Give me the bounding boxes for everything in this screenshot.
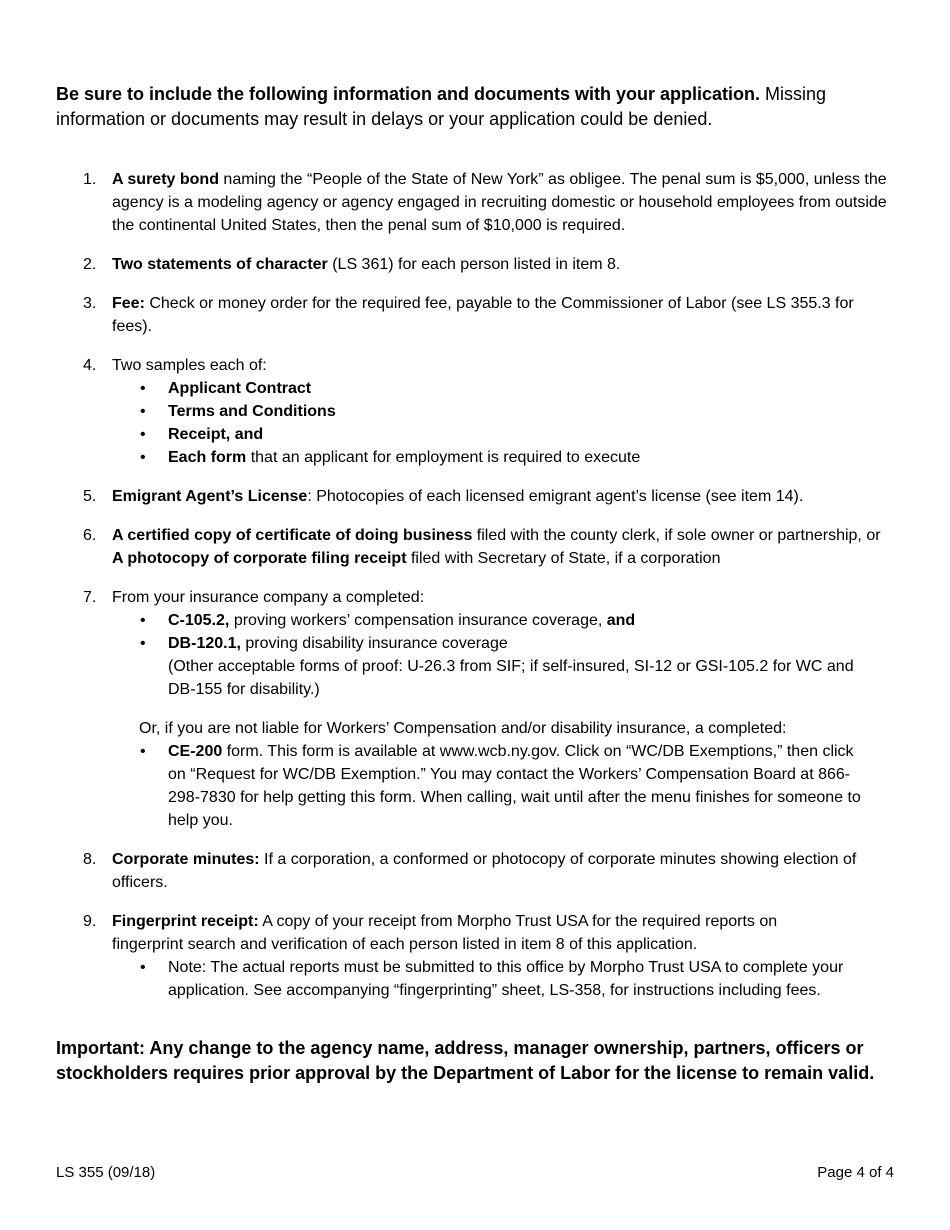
bullet-item xyxy=(112,423,898,446)
item-text: filed with Secretary of State, if a corporation xyxy=(406,550,721,567)
item-bold: CE-200 xyxy=(168,743,223,760)
list-item-6 xyxy=(0,524,898,570)
item-text: that an applicant for employment is required to execute xyxy=(246,449,641,466)
bullet-item xyxy=(112,609,872,632)
item-bold: DB-120.1, xyxy=(168,635,241,652)
item-text: Two samples each of: xyxy=(112,357,267,374)
form-id: LS 355 (09/18) xyxy=(56,1164,156,1181)
item-bold: Receipt, and xyxy=(168,426,264,443)
item-number: 6. xyxy=(83,527,97,544)
bullet-item xyxy=(112,446,898,469)
bullet-item xyxy=(112,632,872,701)
list-item-1 xyxy=(0,168,898,237)
list-item-3 xyxy=(0,292,898,338)
list-item-2 xyxy=(0,253,898,276)
item-bold: and xyxy=(606,612,636,629)
intro-rest: Missing information or documents may result in delays or your application could be denied. xyxy=(56,84,827,129)
item-text: filed with the county clerk, if sole owner or partnership, or xyxy=(472,527,881,544)
bullet-item xyxy=(112,740,872,832)
item-bold: Applicant Contract xyxy=(168,380,312,397)
intro-paragraph xyxy=(56,82,896,132)
item-text: If a corporation, a conformed or photocopy of corporate minutes showing election of officers. xyxy=(112,851,857,891)
item-text: (LS 361) for each person listed in item 8. xyxy=(327,256,621,273)
bullet-icon: • xyxy=(140,449,146,466)
item-text: naming the “People of the State of New York” as obligee. The penal sum is $5,000, unless the agency is a modeling agency or agency engaged in recruiting domestic or household employees from outside the continental United States, then the penal sum of $10,000 is required. xyxy=(112,171,887,234)
item-text: From your insurance company a completed: xyxy=(112,589,425,606)
bullet-list xyxy=(0,377,898,469)
item-bold: Each form xyxy=(168,449,247,466)
item-number: 5. xyxy=(83,488,97,505)
bullet-item xyxy=(112,400,898,423)
item-bold: C-105.2, xyxy=(168,612,230,629)
list-item-7 xyxy=(0,586,898,832)
item-number: 8. xyxy=(83,851,97,868)
item-text: proving workers’ compensation insurance coverage, xyxy=(229,612,607,629)
item-bold: Fee: xyxy=(112,295,145,312)
important-notice: Important: Any change to the agency name, address, manager ownership, partners, officers or stockholders requires prior approval by the Department of Labor for the license to remain valid. xyxy=(56,1038,875,1083)
bullet-icon: • xyxy=(140,959,146,976)
item-bold: Corporate minutes: xyxy=(112,851,260,868)
item-text: Check or money order for the required fee, payable to the Commissioner of Labor (see LS 355.3 for fees). xyxy=(112,295,854,335)
item-bold: Terms and Conditions xyxy=(168,403,336,420)
item-bold: A photocopy of corporate filing receipt xyxy=(112,550,407,567)
requirements-list xyxy=(0,168,950,1018)
item-number: 4. xyxy=(83,357,97,374)
bullet-list xyxy=(0,956,898,1002)
bullet-item xyxy=(112,377,898,400)
bullet-icon: • xyxy=(140,426,146,443)
item-text: Note: The actual reports must be submitted to this office by Morpho Trust USA to complete your application. See accompanying “fingerprinting” sheet, LS-358, for instructions including fees. xyxy=(168,959,844,999)
item-bold: Two statements of character xyxy=(112,256,328,273)
item-number: 7. xyxy=(83,589,97,606)
list-item-9 xyxy=(0,910,898,1002)
or-text: Or, if you are not liable for Workers’ Compensation and/or disability insurance, a completed: xyxy=(139,720,787,737)
item-number: 1. xyxy=(83,171,97,188)
item-text: A copy of your receipt from Morpho Trust USA for the required reports on fingerprint search and verification of each person listed in item 8 of this application. xyxy=(112,913,778,953)
bullet-list xyxy=(0,609,872,701)
page-number: Page 4 of 4 xyxy=(817,1164,894,1181)
bullet-icon: • xyxy=(140,380,146,397)
list-item-4 xyxy=(0,354,898,469)
list-item-5 xyxy=(0,485,898,508)
bullet-icon: • xyxy=(140,612,146,629)
item-number: 3. xyxy=(83,295,97,312)
item-bold: A surety bond xyxy=(112,171,219,188)
item-number: 9. xyxy=(83,913,97,930)
item-bold: Emigrant Agent’s License xyxy=(112,488,308,505)
item-bold: Fingerprint receipt: xyxy=(112,913,259,930)
item-number: 2. xyxy=(83,256,97,273)
bullet-item xyxy=(112,956,898,1002)
item-text: form. This form is available at www.wcb.ny.gov. Click on “WC/DB Exemptions,” then click on “Request for WC/DB Exemption.” You may contact the Workers’ Compensation Board at 866-298-7830 for help getting this form. When calling, wait until after the menu finishes for someone to help you. xyxy=(168,743,861,829)
bullet-icon: • xyxy=(140,635,146,652)
item-text: proving disability insurance coverage xyxy=(240,635,508,652)
intro-bold: Be sure to include the following information and documents with your application. xyxy=(56,84,761,104)
item-text: : Photocopies of each licensed emigrant agent’s license (see item 14). xyxy=(307,488,804,505)
item-bold: A certified copy of certificate of doing business xyxy=(112,527,473,544)
list-item-8 xyxy=(0,848,898,894)
item-text: (Other acceptable forms of proof: U-26.3 from SIF; if self-insured, SI-12 or GSI-105.2 for WC and DB-155 for disability.) xyxy=(168,658,854,698)
bullet-icon: • xyxy=(140,743,146,760)
bullet-icon: • xyxy=(140,403,146,420)
bullet-list xyxy=(0,740,872,832)
